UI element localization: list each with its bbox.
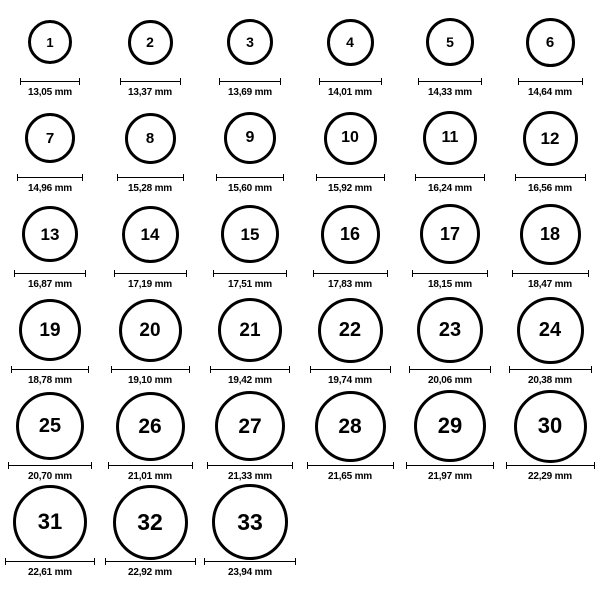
ring-graphic-wrap — [212, 488, 288, 556]
ring-circle-icon — [324, 112, 377, 165]
ring-circle-icon — [514, 390, 587, 463]
measure-bar-icon — [17, 174, 83, 181]
ring-circle-icon — [113, 485, 188, 560]
ring-size-label: 31 — [37, 509, 63, 534]
measure-bar-icon — [219, 78, 281, 85]
ring-size-cell — [200, 8, 300, 104]
ring-circle-icon — [417, 297, 483, 363]
ring-diameter-value: 20,70 mm — [28, 471, 72, 482]
diameter-measure-line — [418, 76, 482, 86]
ring-circle-icon — [25, 113, 75, 163]
ring-size-label: 11 — [441, 129, 459, 146]
ring-diameter-value: 20,38 mm — [528, 375, 572, 386]
diameter-measure-line — [219, 76, 281, 86]
ring-size-cell — [0, 200, 100, 296]
ring-size-cell — [100, 488, 200, 584]
measure-bar-icon — [310, 366, 391, 373]
diameter-measure-line — [105, 556, 196, 566]
ring-size-cell — [200, 200, 300, 296]
diameter-measure-line — [415, 172, 485, 182]
ring-row — [0, 296, 600, 392]
ring-size-label: 5 — [446, 34, 454, 50]
ring-diameter-value: 17,83 mm — [328, 279, 372, 290]
diameter-measure-line — [412, 268, 488, 278]
ring-graphic-wrap — [414, 392, 486, 460]
ring-size-label: 12 — [540, 128, 560, 148]
ring-graphic-wrap — [16, 392, 84, 460]
diameter-measure-line — [114, 268, 187, 278]
diameter-measure-line — [518, 76, 583, 86]
ring-graphic-wrap — [215, 392, 285, 460]
measure-bar-icon — [20, 78, 80, 85]
diameter-measure-line — [210, 364, 290, 374]
ring-size-cell — [100, 392, 200, 488]
ring-graphic-wrap — [417, 296, 483, 364]
ring-size-cell-empty — [300, 488, 400, 584]
ring-row — [0, 104, 600, 200]
ring-graphic-wrap — [19, 296, 81, 364]
ring-graphic-wrap — [13, 488, 87, 556]
ring-diameter-value: 13,37 mm — [128, 87, 172, 98]
ring-size-cell — [200, 104, 300, 200]
ring-graphic-wrap — [520, 200, 581, 268]
diameter-measure-line — [111, 364, 190, 374]
ring-size-cell — [0, 488, 100, 584]
ring-graphic-wrap — [321, 200, 380, 268]
ring-size-label: 3 — [246, 34, 254, 50]
ring-size-label: 8 — [145, 129, 155, 147]
ring-circle-icon — [116, 392, 185, 461]
ring-graphic-wrap — [25, 104, 75, 172]
ring-size-cell — [500, 392, 600, 488]
ring-circle-icon — [128, 20, 173, 65]
ring-size-label: 20 — [139, 319, 161, 341]
ring-graphic-wrap — [221, 200, 279, 268]
ring-size-cell — [0, 392, 100, 488]
ring-circle-icon — [119, 299, 182, 362]
ring-size-cell — [400, 200, 500, 296]
measure-bar-icon — [518, 78, 583, 85]
measure-bar-icon — [111, 366, 190, 373]
ring-circle-icon — [212, 484, 288, 560]
ring-diameter-value: 14,33 mm — [428, 87, 472, 98]
ring-size-cell — [100, 104, 200, 200]
ring-graphic-wrap — [327, 8, 374, 76]
diameter-measure-line — [509, 364, 592, 374]
ring-graphic-wrap — [116, 392, 185, 460]
ring-diameter-value: 15,92 mm — [328, 183, 372, 194]
measure-bar-icon — [105, 558, 196, 565]
ring-size-cell — [200, 296, 300, 392]
measure-bar-icon — [316, 174, 385, 181]
measure-bar-icon — [8, 462, 92, 469]
ring-graphic-wrap — [420, 200, 480, 268]
ring-size-label: 2 — [146, 34, 154, 50]
measure-bar-icon — [108, 462, 193, 469]
ring-size-cell — [0, 296, 100, 392]
ring-size-cell-empty — [400, 488, 500, 584]
ring-size-cell — [300, 8, 400, 104]
ring-row — [0, 200, 600, 296]
ring-diameter-value: 21,65 mm — [328, 471, 372, 482]
ring-circle-icon — [215, 391, 285, 461]
ring-graphic-wrap — [28, 8, 72, 76]
ring-circle-icon — [224, 112, 276, 164]
measure-bar-icon — [515, 174, 586, 181]
ring-row — [0, 8, 600, 104]
ring-diameter-value: 14,01 mm — [328, 87, 372, 98]
ring-circle-icon — [520, 204, 581, 265]
ring-size-label: 21 — [239, 319, 261, 341]
diameter-measure-line — [512, 268, 589, 278]
ring-graphic-wrap — [113, 488, 188, 556]
ring-size-cell — [500, 104, 600, 200]
ring-diameter-value: 19,74 mm — [328, 375, 372, 386]
ring-size-cell — [0, 8, 100, 104]
ring-size-label: 6 — [545, 33, 555, 51]
ring-size-label: 18 — [539, 224, 561, 244]
ring-circle-icon — [321, 205, 380, 264]
ring-graphic-wrap — [423, 104, 477, 172]
diameter-measure-line — [11, 364, 89, 374]
ring-size-label: 1 — [46, 34, 54, 50]
ring-size-cell — [200, 488, 300, 584]
ring-size-label: 30 — [537, 413, 563, 438]
ring-circle-icon — [125, 113, 176, 164]
measure-bar-icon — [207, 462, 293, 469]
ring-diameter-value: 23,94 mm — [228, 567, 272, 578]
ring-diameter-value: 21,01 mm — [128, 471, 172, 482]
ring-graphic-wrap — [523, 104, 578, 172]
measure-bar-icon — [14, 270, 86, 277]
measure-bar-icon — [5, 558, 95, 565]
ring-graphic-wrap — [218, 296, 282, 364]
ring-size-label: 13 — [40, 224, 60, 244]
measure-bar-icon — [406, 462, 494, 469]
ring-diameter-value: 18,78 mm — [28, 375, 72, 386]
diameter-measure-line — [17, 172, 83, 182]
ring-circle-icon — [426, 18, 474, 66]
ring-circle-icon — [526, 18, 575, 67]
diameter-measure-line — [409, 364, 491, 374]
diameter-measure-line — [406, 460, 494, 470]
ring-diameter-value: 17,19 mm — [128, 279, 172, 290]
ring-size-cell — [100, 200, 200, 296]
ring-size-label: 23 — [438, 319, 462, 341]
ring-size-cell-empty — [500, 488, 600, 584]
ring-size-label: 26 — [138, 414, 162, 438]
ring-diameter-value: 18,47 mm — [528, 279, 572, 290]
ring-circle-icon — [122, 206, 179, 263]
ring-size-cell — [100, 296, 200, 392]
ring-size-cell — [300, 296, 400, 392]
ring-size-label: 16 — [339, 224, 361, 244]
ring-circle-icon — [13, 485, 87, 559]
measure-bar-icon — [11, 366, 89, 373]
diameter-measure-line — [120, 76, 181, 86]
diameter-measure-line — [204, 556, 296, 566]
ring-circle-icon — [523, 111, 578, 166]
ring-circle-icon — [315, 391, 386, 462]
ring-diameter-value: 13,05 mm — [28, 87, 72, 98]
ring-circle-icon — [318, 298, 383, 363]
measure-bar-icon — [216, 174, 284, 181]
diameter-measure-line — [108, 460, 193, 470]
measure-bar-icon — [213, 270, 287, 277]
diameter-measure-line — [207, 460, 293, 470]
measure-bar-icon — [120, 78, 181, 85]
ring-size-label: 17 — [439, 224, 461, 244]
measure-bar-icon — [506, 462, 595, 469]
ring-size-cell — [400, 104, 500, 200]
diameter-measure-line — [8, 460, 92, 470]
ring-graphic-wrap — [128, 8, 173, 76]
measure-bar-icon — [415, 174, 485, 181]
diameter-measure-line — [5, 556, 95, 566]
ring-diameter-value: 16,56 mm — [528, 183, 572, 194]
ring-circle-icon — [327, 19, 374, 66]
ring-diameter-value: 22,92 mm — [128, 567, 172, 578]
ring-circle-icon — [420, 204, 480, 264]
ring-diameter-value: 15,60 mm — [228, 183, 272, 194]
diameter-measure-line — [310, 364, 391, 374]
ring-circle-icon — [28, 20, 72, 64]
measure-bar-icon — [512, 270, 589, 277]
measure-bar-icon — [409, 366, 491, 373]
ring-size-label: 28 — [338, 414, 362, 438]
ring-diameter-value: 19,10 mm — [128, 375, 172, 386]
ring-size-cell — [300, 200, 400, 296]
ring-size-label: 14 — [140, 224, 160, 244]
ring-graphic-wrap — [526, 8, 575, 76]
ring-size-cell — [0, 104, 100, 200]
ring-diameter-value: 16,87 mm — [28, 279, 72, 290]
ring-size-cell — [300, 104, 400, 200]
ring-graphic-wrap — [22, 200, 78, 268]
ring-graphic-wrap — [224, 104, 276, 172]
ring-size-label: 24 — [538, 319, 562, 341]
measure-bar-icon — [319, 78, 382, 85]
ring-circle-icon — [221, 205, 279, 263]
ring-diameter-value: 16,24 mm — [428, 183, 472, 194]
ring-diameter-value: 14,64 mm — [528, 87, 572, 98]
ring-diameter-value: 22,29 mm — [528, 471, 572, 482]
ring-circle-icon — [19, 299, 81, 361]
ring-diameter-value: 22,61 mm — [28, 567, 72, 578]
ring-graphic-wrap — [426, 8, 474, 76]
diameter-measure-line — [117, 172, 184, 182]
measure-bar-icon — [204, 558, 296, 565]
ring-size-label: 33 — [237, 508, 263, 535]
diameter-measure-line — [515, 172, 586, 182]
ring-size-cell — [500, 296, 600, 392]
ring-graphic-wrap — [318, 296, 383, 364]
ring-size-label: 27 — [238, 414, 262, 438]
ring-row — [0, 488, 600, 584]
ring-size-label: 7 — [45, 129, 55, 147]
ring-diameter-value: 13,69 mm — [228, 87, 272, 98]
diameter-measure-line — [316, 172, 385, 182]
ring-circle-icon — [423, 111, 477, 165]
ring-diameter-value: 18,15 mm — [428, 279, 472, 290]
measure-bar-icon — [210, 366, 290, 373]
ring-diameter-value: 21,33 mm — [228, 471, 272, 482]
measure-bar-icon — [114, 270, 187, 277]
measure-bar-icon — [117, 174, 184, 181]
ring-graphic-wrap — [122, 200, 179, 268]
measure-bar-icon — [313, 270, 388, 277]
diameter-measure-line — [319, 76, 382, 86]
diameter-measure-line — [14, 268, 86, 278]
ring-size-label: 19 — [39, 319, 61, 341]
ring-size-label: 15 — [240, 224, 260, 244]
ring-size-cell — [200, 392, 300, 488]
ring-graphic-wrap — [125, 104, 176, 172]
ring-diameter-value: 19,42 mm — [228, 375, 272, 386]
ring-size-cell — [400, 8, 500, 104]
ring-circle-icon — [218, 298, 282, 362]
ring-size-cell — [500, 8, 600, 104]
ring-diameter-value: 21,97 mm — [428, 471, 472, 482]
measure-bar-icon — [307, 462, 394, 469]
ring-graphic-wrap — [227, 8, 273, 76]
measure-bar-icon — [509, 366, 592, 373]
diameter-measure-line — [506, 460, 595, 470]
ring-graphic-wrap — [517, 296, 584, 364]
ring-diameter-value: 15,28 mm — [128, 183, 172, 194]
ring-circle-icon — [517, 297, 584, 364]
ring-circle-icon — [227, 19, 273, 65]
ring-graphic-wrap — [119, 296, 182, 364]
ring-circle-icon — [22, 206, 78, 262]
diameter-measure-line — [307, 460, 394, 470]
diameter-measure-line — [213, 268, 287, 278]
ring-size-cell — [300, 392, 400, 488]
ring-size-label: 22 — [338, 319, 362, 341]
ring-graphic-wrap — [514, 392, 587, 460]
measure-bar-icon — [412, 270, 488, 277]
ring-row — [0, 392, 600, 488]
ring-size-cell — [400, 392, 500, 488]
ring-size-label: 25 — [38, 415, 62, 437]
ring-graphic-wrap — [324, 104, 377, 172]
ring-diameter-value: 20,06 mm — [428, 375, 472, 386]
diameter-measure-line — [313, 268, 388, 278]
ring-size-label: 4 — [346, 34, 354, 50]
ring-diameter-value: 17,51 mm — [228, 279, 272, 290]
ring-diameter-value: 14,96 mm — [28, 183, 72, 194]
diameter-measure-line — [20, 76, 80, 86]
ring-circle-icon — [414, 390, 486, 462]
ring-circle-icon — [16, 392, 84, 460]
ring-size-label: 29 — [437, 413, 463, 438]
ring-size-cell — [500, 200, 600, 296]
ring-size-label: 9 — [245, 129, 255, 146]
ring-size-label: 32 — [137, 508, 163, 535]
diameter-measure-line — [216, 172, 284, 182]
measure-bar-icon — [418, 78, 482, 85]
ring-size-cell — [100, 8, 200, 104]
ring-size-cell — [400, 296, 500, 392]
ring-graphic-wrap — [315, 392, 386, 460]
ring-size-label: 10 — [341, 129, 359, 146]
